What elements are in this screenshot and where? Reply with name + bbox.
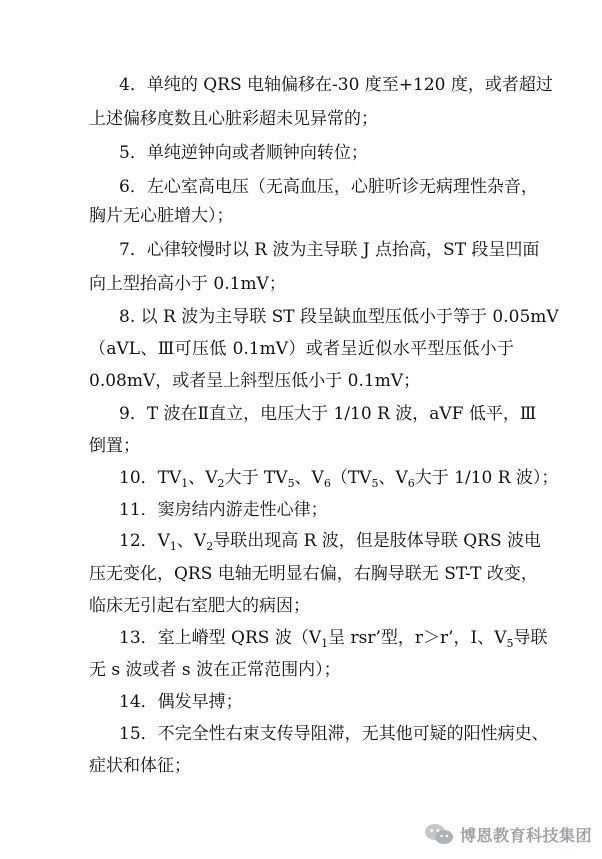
item-10-text: 10．TV — [119, 468, 182, 488]
item-5-line-1: 5．单纯逆钟向或者顺钟向转位； — [119, 143, 368, 163]
item-8-line-3: 0.08mV，或者呈上斜型压低小于 0.1mV； — [89, 371, 421, 391]
item-10-text: 大于 TV — [224, 468, 288, 488]
item-4-line-1: 4．单纯的 QRS 电轴偏移在-30 度至+120 度，或者超过 — [119, 75, 553, 95]
item-6-line-1: 6．左心室高电压（无高血压，心脏听诊无病理性杂音， — [119, 177, 538, 197]
item-8-line-1: 8. 以 R 波为主导联 ST 段呈缺血型压低小于等于 0.05mV — [119, 307, 559, 327]
item-12-text: 12．V — [119, 531, 170, 551]
item-10-sub: 5 — [371, 477, 379, 490]
item-10-text: （TV — [330, 468, 372, 488]
item-10-sub: 2 — [217, 477, 225, 490]
item-10-line-1 — [0, 467, 602, 489]
wechat-icon — [424, 823, 454, 845]
item-8-line-2: （aVL、Ⅲ可压低 0.1mV）或者呈近似水平型压低小于 — [89, 339, 514, 359]
item-10-text: 、V — [188, 468, 218, 488]
item-4-line-2: 上述偏移度数且心脏彩超未见异常的； — [89, 109, 378, 129]
watermark — [424, 822, 592, 846]
item-13-text: 导联 — [513, 628, 548, 648]
item-13-sub: 1 — [321, 637, 329, 650]
item-12-line-1 — [0, 530, 602, 552]
item-14-line-1: 14．偶发早搏； — [119, 692, 243, 712]
item-12-sub: 1 — [169, 540, 177, 553]
item-13-sub: 5 — [506, 637, 514, 650]
item-10-sub: 1 — [181, 477, 189, 490]
item-10-sub: 6 — [323, 477, 331, 490]
item-12-line-3: 临床无引起右室肥大的病因； — [89, 596, 310, 616]
item-13-text: 13．室上嵴型 QRS 波（V — [119, 628, 322, 648]
item-11-line-1: 11．窦房结内游走性心律； — [119, 500, 328, 520]
item-9-line-1: 9．T 波在Ⅱ直立，电压大于 1/10 R 波，aVF 低平，Ⅲ — [119, 404, 537, 424]
item-12-line-2: 压无变化，QRS 电轴无明显右偏，右胸导联无 ST-T 改变， — [89, 564, 538, 584]
item-7-line-2: 向上型抬高小于 0.1mV； — [89, 274, 286, 294]
item-15-line-2: 症状和体征； — [89, 756, 191, 776]
item-13-line-2: 无 s 波或者 s 波在正常范围内）； — [89, 660, 341, 680]
item-13-text: 呈 rsr’型，r＞r’，I、V — [328, 628, 507, 648]
watermark-text: 博恩教育科技集团 — [460, 825, 593, 845]
item-10-sub: 6 — [407, 477, 415, 490]
item-6-line-2: 胸片无心脏增大）； — [89, 206, 234, 226]
item-10-text: 、V — [378, 468, 408, 488]
item-10-text: 、V — [294, 468, 324, 488]
item-13-line-1 — [0, 627, 602, 649]
item-12-text: 导联出现高 R 波，但是肢体导联 QRS 波电 — [213, 531, 542, 551]
item-15-line-1: 15．不完全性右束支传导阻滞，无其他可疑的阳性病史、 — [119, 724, 549, 744]
item-9-line-2: 倒置； — [89, 436, 140, 456]
item-12-sub: 2 — [206, 540, 214, 553]
item-10-text: 大于 1/10 R 波）； — [414, 468, 559, 488]
item-7-line-1: 7．心律较慢时以 R 波为主导联 J 点抬高，ST 段呈凹面 — [119, 240, 540, 260]
item-10-sub: 5 — [287, 477, 295, 490]
item-12-text: 、V — [176, 531, 207, 551]
